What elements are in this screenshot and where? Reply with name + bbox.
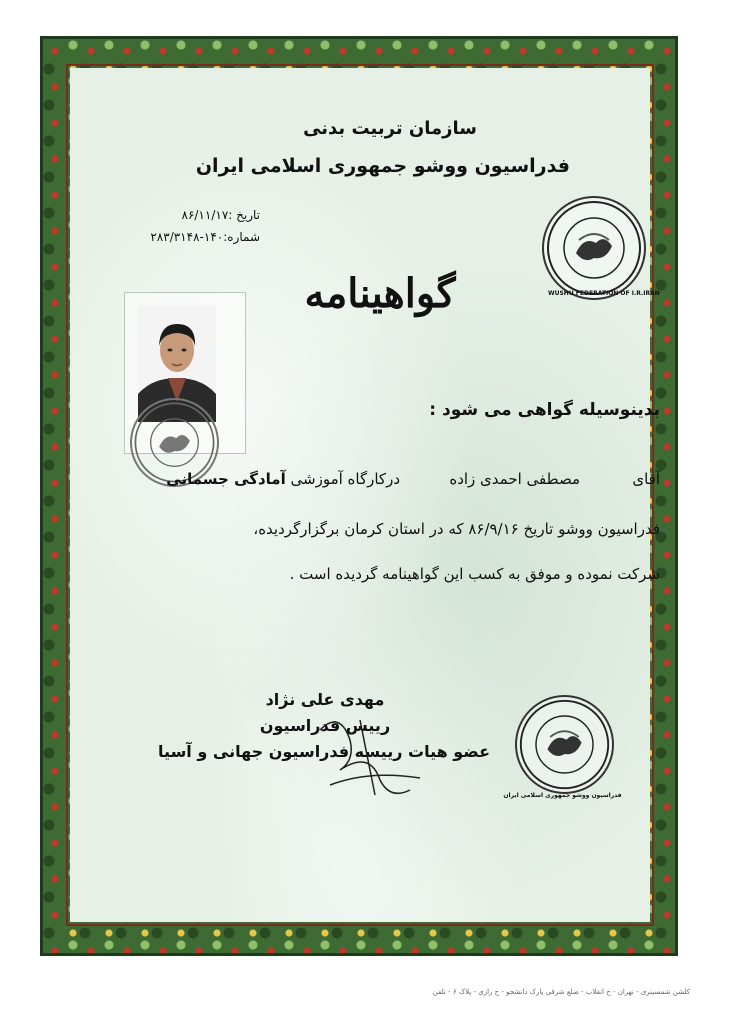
printer-footer: کلشن شمسیتری - تهران - خ انقلاب - ضلع شرقی پارک دانشجو - خ رازی - پلاک ۶ - تلفن [432,988,690,996]
body-line-3: شرکت نموده و موفق به کسب این گواهینامه گردیده است . [289,565,660,583]
signatory-name: مهدی علی نژاد [265,690,385,709]
org-line-2: فدراسیون ووشو جمهوری اسلامی ایران [195,155,570,177]
body-line-2: فدراسیون ووشو تاریخ ۸۶/۹/۱۶ که در استان کرمان برگزارگردیده، [253,520,660,538]
workshop-name: آمادگی جسمانی [166,470,286,488]
org-line-1: سازمان تربیت بدنی [303,118,477,139]
seal-emblem-icon [544,198,644,298]
federation-seal-top [542,196,660,300]
signatory-role: رییس فدراسیون [259,716,391,735]
seal-bottom-caption: فدراسیون ووشو جمهوری اسلامی ایران [503,792,622,799]
date-line: تاریخ :۸۶/۱۱/۱۷ [181,208,260,222]
workshop-prefix: درکارگاه آموزشی [290,470,400,488]
person-name: مصطفی احمدی زاده [449,470,580,488]
number-line: شماره:۱۴۰-۲۸۳/۳۱۴۸ [150,230,260,244]
seal-emblem-icon [517,697,612,792]
workshop-line [150,470,400,488]
federation-seal-bottom [515,695,614,794]
seal-top-caption: WUSHU FEDERATION OF I.R.IRAN [548,290,660,297]
mr-label: آقای [632,470,660,488]
signatory-membership: عضو هیات رییسه فدراسیون جهانی و آسیا [158,742,490,761]
certificate-title: گواهینامه [304,270,456,317]
handwritten-signature [300,700,440,810]
certify-line: بدینوسیله گواهی می شود : [429,400,660,420]
